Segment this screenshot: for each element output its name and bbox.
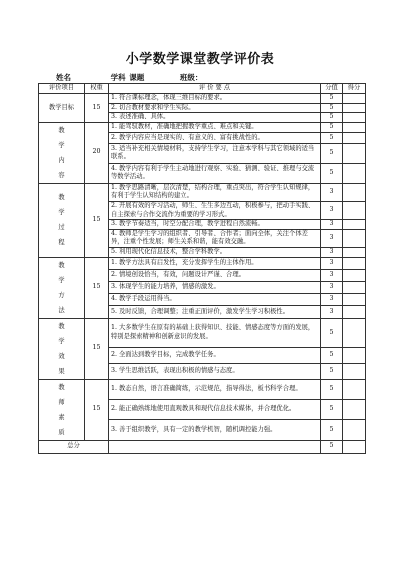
total-label: 总分 xyxy=(39,440,109,453)
total-score: 5 xyxy=(321,440,343,453)
score-cell: 3 xyxy=(321,220,343,230)
score-cell: 5 xyxy=(321,94,343,104)
criterion-text: 2. 能正确熟练地使用直观教具和现代信息技术媒体，并合理优化。 xyxy=(109,399,321,419)
total-blank xyxy=(109,440,321,453)
table-row xyxy=(39,257,366,269)
score-cell: 5 xyxy=(321,379,343,399)
table-row xyxy=(39,122,366,133)
got-score-input[interactable] xyxy=(343,399,366,419)
category-label xyxy=(39,122,85,183)
criterion-text: 1. 符合课标理念，体现三维目标的要求。 xyxy=(109,94,321,104)
got-score-input[interactable] xyxy=(343,318,366,348)
table-row xyxy=(39,318,366,348)
criterion-text: 3. 教学节奏适当，时空分配合理，教学进程自然流畅。 xyxy=(109,220,321,230)
page-title: 小学数学课堂教学评价表 xyxy=(125,52,275,67)
total-got-input[interactable] xyxy=(343,440,366,453)
subject-label: 学科 xyxy=(110,73,126,82)
criterion-text: 1. 大多数学生在原有的基础上获得知识、技能、情感态度等方面的发展，特别是探索精神和创新意识的发展。 xyxy=(109,318,321,348)
criterion-text: 2. 情境创设恰当，有效，问题设计严谨、合理。 xyxy=(109,269,321,281)
criterion-text: 1. 教态自然，语言准确简练，示范规范，指导得法，板书科学合理。 xyxy=(109,379,321,399)
criterion-text: 3. 适当补充相关情境材料，支持学生学习，注意本学科与其它领域的适当联系。 xyxy=(109,143,321,163)
got-score-input[interactable] xyxy=(343,420,366,440)
weight-cell: 15 xyxy=(85,94,109,123)
category-text: 教师素质 xyxy=(58,383,65,436)
got-score-input[interactable] xyxy=(343,247,366,257)
got-score-input[interactable] xyxy=(343,294,366,306)
got-score-input[interactable] xyxy=(343,201,366,219)
topic-label: 课题 xyxy=(129,73,145,82)
criterion-text: 4. 教师是学生学习的组织者、引导者、合作者；面向全体，关注个体差异，注重个性发展；师生关系和谐，能有效交融。 xyxy=(109,229,321,247)
got-score-input[interactable] xyxy=(343,113,366,123)
header-row xyxy=(39,84,366,94)
category-text: 教学方法 xyxy=(58,261,65,314)
header-weight: 权重 xyxy=(85,84,109,94)
got-score-input[interactable] xyxy=(343,103,366,113)
criterion-text: 5. 及时反馈，合理调整；注重正面评价，激发学生学习积极性。 xyxy=(109,306,321,318)
criterion-text: 4. 教学内容有利于学生主动地进行观察、实验、猜测、验证、推理与交流等数学活动。 xyxy=(109,163,321,183)
score-cell: 3 xyxy=(321,281,343,293)
score-cell: 3 xyxy=(321,306,343,318)
score-cell: 3 xyxy=(321,229,343,247)
got-score-input[interactable] xyxy=(343,229,366,247)
category-text: 教学效果 xyxy=(58,322,65,375)
info-line xyxy=(56,72,202,83)
criterion-text: 1. 能驾驭教材，准确地把握教学重点、难点和关键。 xyxy=(109,122,321,133)
weight-cell: 15 xyxy=(85,183,109,257)
got-score-input[interactable] xyxy=(343,269,366,281)
weight-cell: 15 xyxy=(85,318,109,379)
got-score-input[interactable] xyxy=(343,220,366,230)
got-score-input[interactable] xyxy=(343,257,366,269)
score-cell: 3 xyxy=(321,294,343,306)
got-score-input[interactable] xyxy=(343,122,366,133)
table-row xyxy=(39,183,366,201)
category-text: 教学过程 xyxy=(58,194,65,247)
score-cell: 5 xyxy=(321,399,343,419)
score-cell: 3 xyxy=(321,247,343,257)
score-cell: 5 xyxy=(321,318,343,348)
score-cell: 5 xyxy=(321,122,343,133)
score-cell: 5 xyxy=(321,133,343,144)
category-label xyxy=(39,257,85,318)
got-score-input[interactable] xyxy=(343,163,366,183)
score-cell: 5 xyxy=(321,103,343,113)
weight-cell: 15 xyxy=(85,257,109,318)
category-label xyxy=(39,183,85,257)
got-score-input[interactable] xyxy=(343,133,366,144)
header-score: 分值 xyxy=(321,84,343,94)
got-score-input[interactable] xyxy=(343,379,366,399)
got-score-input[interactable] xyxy=(343,306,366,318)
category-label xyxy=(39,318,85,379)
weight-cell: 15 xyxy=(85,379,109,440)
criterion-text: 2. 开展有效的学习活动，师生、生生多边互动，积极参与，把动手实践、自主探索与合作交流作为重要的学习形式。 xyxy=(109,201,321,219)
score-cell: 5 xyxy=(321,420,343,440)
got-score-input[interactable] xyxy=(343,348,366,364)
evaluation-table xyxy=(38,83,366,454)
class-label: 班级： xyxy=(179,73,203,82)
category-label xyxy=(39,379,85,440)
header-item: 评价项目 xyxy=(39,84,85,94)
category-text: 教学目标 xyxy=(48,103,75,111)
score-cell: 3 xyxy=(321,269,343,281)
got-score-input[interactable] xyxy=(343,281,366,293)
score-cell: 3 xyxy=(321,201,343,219)
criterion-text: 3. 体现学生的能力培养，情感的激发。 xyxy=(109,281,321,293)
score-cell: 5 xyxy=(321,143,343,163)
criterion-text: 5. 利用现代化信息技术，整合学科教学。 xyxy=(109,247,321,257)
criterion-text: 2. 教学内容应当是现实的、有意义的、富有挑战性的。 xyxy=(109,133,321,144)
criterion-text: 4. 教学手段运用得当。 xyxy=(109,294,321,306)
criterion-text: 3. 表述准确、具体。 xyxy=(109,113,321,123)
category-label xyxy=(39,94,85,123)
score-cell: 3 xyxy=(321,257,343,269)
table-row xyxy=(39,379,366,399)
got-score-input[interactable] xyxy=(343,183,366,201)
got-score-input[interactable] xyxy=(343,94,366,104)
criterion-text: 3. 善于组织教学，具有一定的教学机智，随机调控能力强。 xyxy=(109,420,321,440)
weight-cell: 20 xyxy=(85,122,109,183)
header-points: 评 价 要 点 xyxy=(109,84,321,94)
total-row xyxy=(39,440,366,453)
score-cell: 5 xyxy=(321,113,343,123)
criterion-text: 2. 全面达到教学目标，完成教学任务。 xyxy=(109,348,321,364)
criterion-text: 2. 切合教材要求和学生实际。 xyxy=(109,103,321,113)
score-cell: 5 xyxy=(321,348,343,364)
criterion-text: 3. 学生思维活跃，表现出积极的情感与态度。 xyxy=(109,363,321,379)
header-got: 得分 xyxy=(343,84,366,94)
score-cell: 5 xyxy=(321,163,343,183)
score-cell: 5 xyxy=(321,363,343,379)
criterion-text: 1. 教学方法具有启发性，充分发挥学生的主体作用。 xyxy=(109,257,321,269)
table-row xyxy=(39,94,366,104)
category-text: 教学内容 xyxy=(58,126,65,179)
name-label: 姓名 xyxy=(56,73,71,82)
got-score-input[interactable] xyxy=(343,143,366,163)
score-cell: 3 xyxy=(321,183,343,201)
got-score-input[interactable] xyxy=(343,363,366,379)
criterion-text: 1. 教学思路清晰，层次清楚，结构合理，重点突出，符合学生认知规律，有利于学生认知结构的建立。 xyxy=(109,183,321,201)
